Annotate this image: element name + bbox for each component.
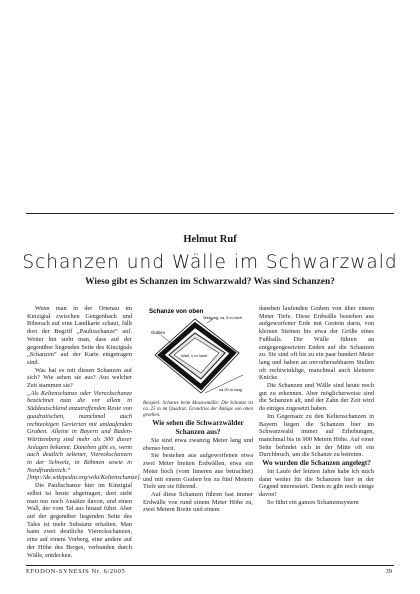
diagram-title: Schanze von oben [149, 308, 204, 315]
section-heading: Wo wurden die Schanzen angelegt? [262, 459, 371, 468]
page-number: 39 [385, 568, 392, 575]
column-2 [143, 305, 253, 514]
author-name: Helmut Ruf [183, 234, 237, 245]
quote-block [27, 389, 142, 482]
article-subtitle: Wieso gibt es Schanzen im Schwarzwald? Was sind Schanzen? [85, 277, 335, 287]
paragraph: Sie bestehen aus aufgeworfenen etwa zwei Meter breiten Erdwällen, etwa ein Meter hoch (vom Inneren aus betrachtet) und mit einem Graben bis zu fünf Metern Tiefe um sie führend. [143, 452, 253, 491]
section-heading: Wie sehen die Schwarzwälder Schanzen aus? [152, 419, 244, 436]
paragraph: Was hat es mit diesen Schanzen auf sich? Wie sehen sie aus? Aus welcher Zeit stammen sie? [27, 366, 132, 390]
paragraph: Die Paulischanze hier im Kinzigtal selbst ist heute abgetragen, dort sieht man nur noch Ansätze davon, und einen Wall, der vom Tal aus hinauf führt. Aber auf der gegenüber liegenden Seite des Tales ist mehr Substanz erhalten. Man kann zwei deutliche Viereckschanzen, eine auf einem Vorberg, eine andere auf der Höhe des Berges, verbunden durch Wälle, entdecken. [27, 482, 132, 559]
paragraph: Die Schanzen und Wälle sind heute noch gut zu erkennen. Aber möglicherweise sind die Schanzen alt, und der Zahn der Zeit wird da einiges zugesetzt haben. [259, 382, 374, 413]
top-rule [26, 213, 394, 214]
paragraph: Sie sind etwa zwanzig Meter lang und ebenso breit. [143, 437, 253, 452]
journal-footer: EFODON-SYNESIS Nr. 6/2005 [26, 568, 126, 575]
diagram-caption: Beispiel: Schanze beim Mooswmälle: Die Schanze ist ca. 25 m im Quadrat. Grundriss der Anlage von oben gesehen. [143, 401, 253, 418]
label-steigung: Steigung, ca. 5 m hoch [203, 316, 242, 320]
paragraph: Im Gegensatz zu den Keltenschanzen in Bayern liegen die Schanzen hier im Schwarzwald immer auf Erhebungen, manchmal bis in 900 Metern Höhe. Auf einer Seite befindet sich in der Mitte oft ein Durchbruch, um die Schanze zu betreten. [259, 412, 374, 459]
paragraph: Im Laufe der letzten Jahre habe ich mich dann weiter für die Schanzen hier in der Gegend interessiert. Denn es gibt noch einige davon! [259, 468, 374, 499]
schanze-diagram [143, 305, 253, 401]
paragraph: daneben laufenden Graben von über einem Meter Tiefe. Diese Erdwälle bestehen aus aufgeworfener Erde mit Gestein darin, von kleinen Steinen bis etwa der Größe eines Fußballs. Die Wälle führen an entgegengesetzten Enden auf die Schanzen zu. Sie sind oft bis zu ein paar hundert Meter lang und haben an unvorhersehbaren Stellen oft rechtwinklige, manchmal auch kleinere Knicke. [259, 305, 374, 382]
bottom-rule [26, 565, 394, 566]
label-graben: Graben [151, 330, 165, 335]
article-title: Schanzen und Wälle im Schwarzwald [22, 252, 398, 273]
quote-text: „Als Keltenschanze oder Viereckschanze bezeichnet man die vor allem in Süddeutschland anzutreffenden Reste von quadratischen, manchmal auch rechteckigen Gevierten mit umlaufenden Graben. Alleine in Bayern und Baden-Württemberg sind mehr als 300 dieser Anlagen bekannt. Daneben gibt es, wenn auch deutlich seltener, Viereckschanzen in der Schweiz, in Böhmen sowie in Nordfrankreich.“ [27, 389, 132, 474]
schanze-diagram-svg [143, 305, 253, 401]
column-3 [259, 305, 374, 507]
source-link: [http://de.wikipedia.org/wiki/Keltenschanze]. [27, 474, 142, 482]
label-breite: ca 20 m lang [219, 387, 242, 392]
label-wall: Wall, 1 m hoch [181, 353, 208, 358]
paragraph: Wenn man in der Ortenau im Kinzigtal zwischen Gengenbach und Biberach auf eine Landkarte schaut, fällt dort der Begriff „Paulisschanze“ auf. Weiter hin sieht man, dass auf der gegenüber liegenden Seite des Kinzigtals „Schanzen“ auf der Karte eingetragen sind. [27, 305, 132, 366]
paragraph: Auf diese Schanzen führen fast immer Erdwälle von rund einem Meter Höhe zu, zwei Metern Breite und einem [143, 490, 253, 514]
column-1 [27, 305, 142, 559]
paragraph: So führt ein ganzes Schanzensystem [267, 498, 359, 506]
